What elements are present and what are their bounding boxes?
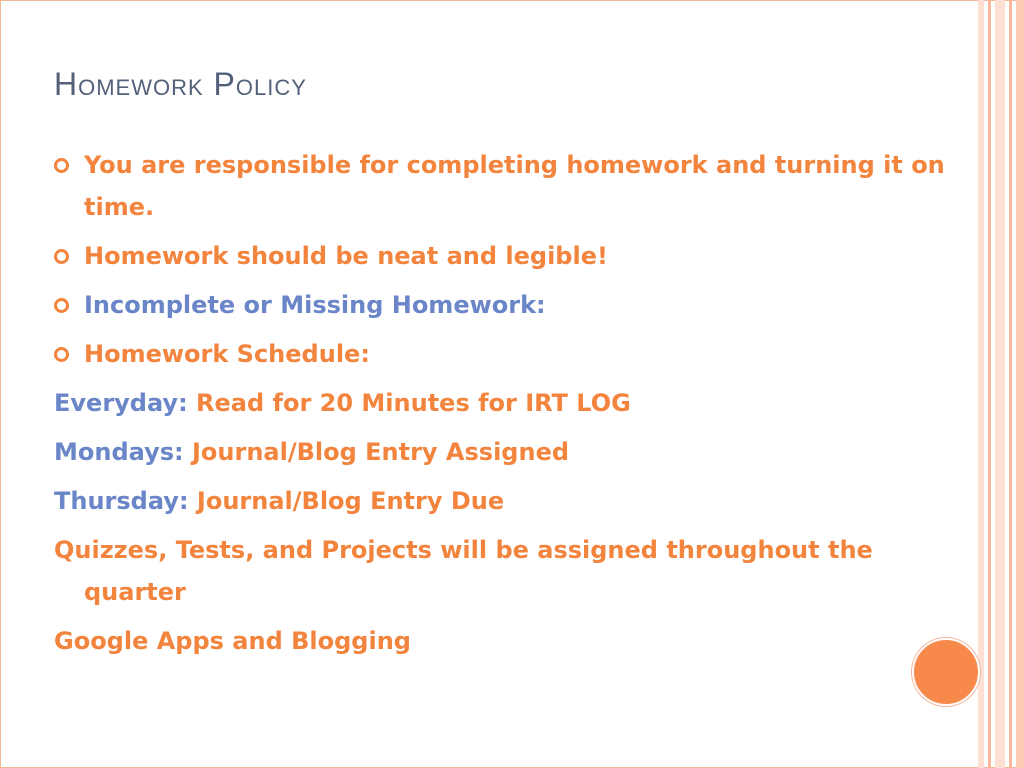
bullet-text: Incomplete or Missing Homework: [84, 291, 546, 319]
circle-decoration [912, 638, 980, 706]
bullet-text: Homework Schedule: [84, 340, 370, 368]
bullet-item [54, 333, 954, 375]
bullet-text: Homework should be neat and legible! [84, 242, 608, 270]
schedule-detail: Read for 20 Minutes for IRT LOG [196, 389, 631, 417]
ring-bullet-icon [54, 249, 69, 264]
bullet-item [54, 284, 954, 326]
schedule-label: Everyday: [54, 389, 188, 417]
bullet-text: You are responsible for completing homework and turning it on time. [84, 151, 945, 221]
ring-bullet-icon [54, 347, 69, 362]
vertical-stripes-decoration [978, 0, 1024, 768]
note-item [54, 529, 954, 613]
schedule-label: Mondays: [54, 438, 184, 466]
note-text: Quizzes, Tests, and Projects will be assigned throughout the quarter [54, 536, 873, 606]
schedule-detail: Journal/Blog Entry Assigned [191, 438, 570, 466]
schedule-item-mondays [54, 431, 954, 473]
schedule-detail: Journal/Blog Entry Due [196, 487, 505, 515]
slide-title: Homework Policy [54, 66, 307, 102]
bullet-item [54, 144, 954, 228]
schedule-item-everyday [54, 382, 954, 424]
schedule-label: Thursday: [54, 487, 189, 515]
ring-bullet-icon [54, 158, 69, 173]
note-item [54, 620, 954, 662]
ring-bullet-icon [54, 298, 69, 313]
bullet-item [54, 235, 954, 277]
slide-body [54, 144, 954, 669]
note-text: Google Apps and Blogging [54, 627, 411, 655]
schedule-item-thursday [54, 480, 954, 522]
